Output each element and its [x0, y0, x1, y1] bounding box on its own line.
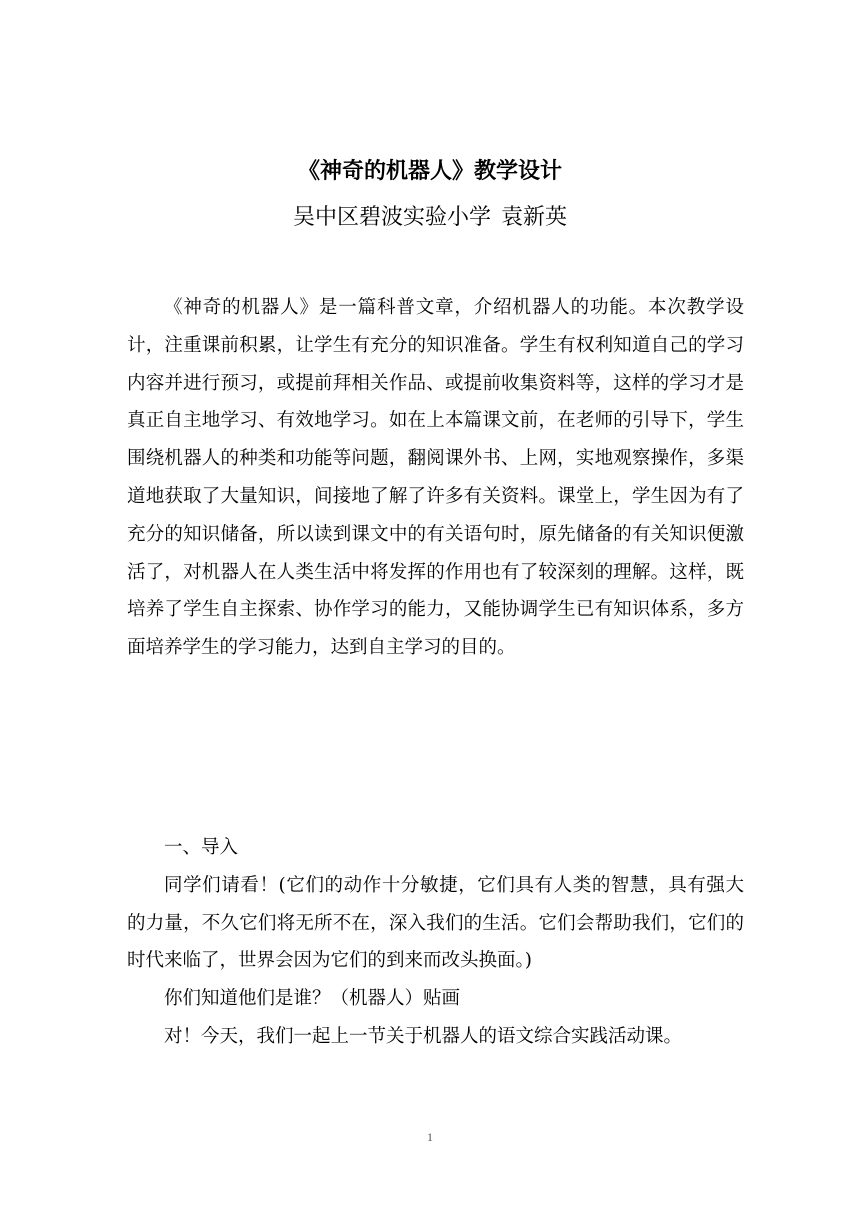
section-paragraph: 对！今天，我们一起上一节关于机器人的语文综合实践活动课。: [164, 1025, 683, 1047]
section-paragraph: 同学们请看！(它们的动作十分敏捷，它们具有人类的智慧，具有强大的力量，不久它们将无所不在，深入我们的生活。它们会帮助我们，它们的时代来临了，世界会因为它们的到来而改头换面。): [127, 874, 744, 972]
intro-section: [127, 289, 744, 667]
section-paragraph: 你们知道他们是谁？（机器人）贴画: [164, 988, 461, 1010]
author-line: [0, 200, 860, 236]
section-heading: 一、导入: [164, 837, 239, 858]
author-school: 吴中区碧波实验小学: [292, 205, 491, 230]
intro-paragraph: 《神奇的机器人》是一篇科普文章，介绍机器人的功能。本次教学设计，注重课前积累，让学生有充分的知识准备。学生有权利知道自己的学习内容并进行预习，或提前拜相关作品、或提前收集资料等，这样的学习才是真正自主地学习、有效地学习。如在上本篇课文前，在老师的引导下，学生围绕机器人的种类和功能等问题，翻阅课外书、上网，实地观察操作，多渠道地获取了大量知识，间接地了解了许多有关资料。课堂上，学生因为有了充分的知识储备，所以读到课文中的有关语句时，原先储备的有关知识便激活了，对机器人在人类生活中将发挥的作用也有了较深刻的理解。这样，既培养了学生自主探索、协作学习的能力，又能协调学生已有知识体系，多方面培养学生的学习能力，达到自主学习的目的。: [127, 297, 744, 659]
author-name: 袁新英: [501, 205, 568, 230]
page-number: 1: [427, 1130, 433, 1144]
document-title: 《神奇的机器人》教学设计: [297, 158, 562, 184]
section-introduction: [127, 829, 744, 1056]
